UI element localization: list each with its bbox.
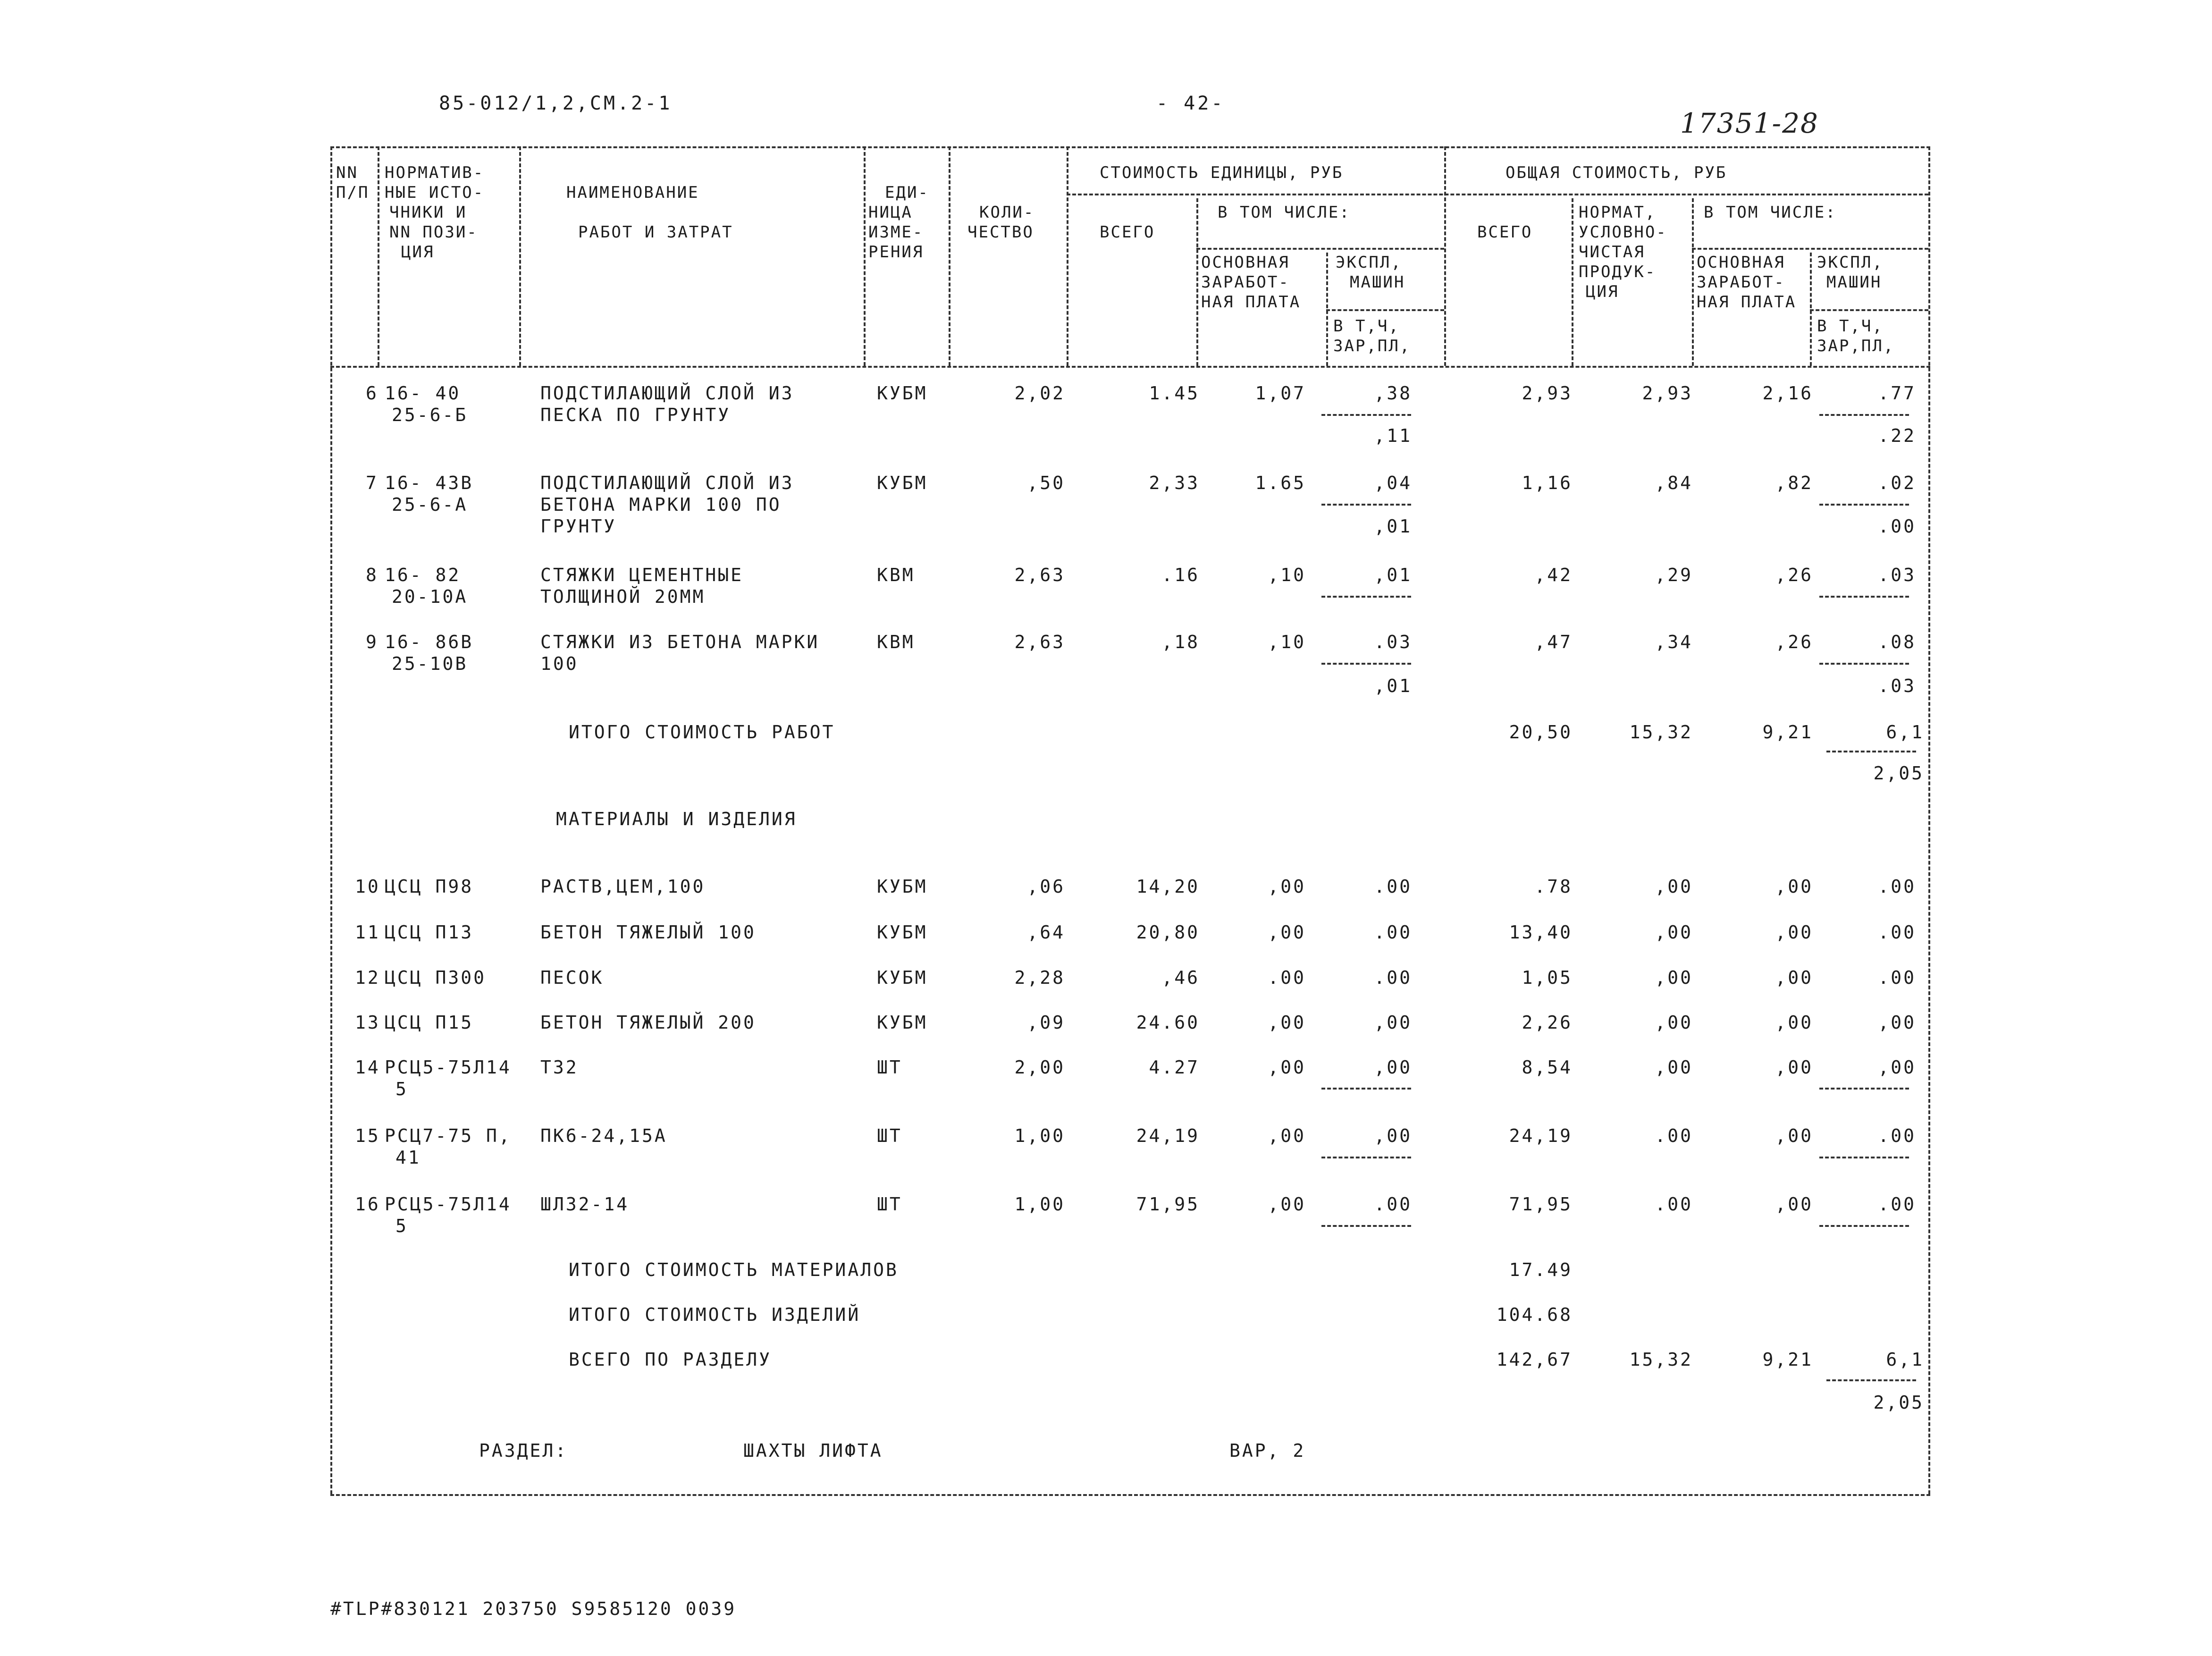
works-total-machine: 6,1: [1886, 722, 1924, 743]
header-quantity: ЧЕСТВО: [967, 223, 1034, 242]
subtotal-divider: [1819, 596, 1909, 598]
row-code: РСЦ7-75 П,: [385, 1125, 512, 1146]
row-number: 7: [366, 473, 378, 493]
subtotal-divider: [1321, 596, 1411, 598]
row-machine: .00: [1878, 1194, 1916, 1215]
header-normative-net: ЦИЯ: [1586, 282, 1619, 301]
row-number: 12: [355, 967, 380, 988]
header-divider: [1326, 309, 1444, 311]
header-name: РАБОТ И ЗАТРАТ: [578, 223, 733, 242]
row-machine-sub: .22: [1878, 425, 1916, 446]
row-unit: КВМ: [877, 632, 915, 652]
page-number: - 42-: [1156, 93, 1225, 114]
row-code: РСЦ5-75Л14: [385, 1194, 512, 1215]
row-quantity: ,09: [1027, 1012, 1065, 1033]
row-normative: ,34: [1655, 632, 1693, 652]
header-machine: ЭКСПЛ,: [1336, 253, 1402, 272]
row-total: 2,93: [1522, 383, 1573, 404]
row-unit-machine: .00: [1374, 967, 1412, 988]
subtotal-divider: [1321, 1157, 1411, 1158]
works-total-total: 20,50: [1509, 722, 1573, 743]
row-name: ПОДСТИЛАЮЩИЙ СЛОЙ ИЗ: [540, 383, 794, 404]
table-top-border: [330, 146, 1930, 148]
row-number: 8: [366, 565, 378, 585]
row-number: 16: [355, 1194, 380, 1215]
header-machine: МАШИН: [1826, 273, 1882, 292]
header-normative-net: ЧИСТАЯ: [1579, 243, 1645, 262]
row-code: 5: [395, 1216, 408, 1236]
section-total-normative: 15,32: [1629, 1349, 1693, 1370]
row-machine: .00: [1878, 922, 1916, 943]
row-unit: КУБМ: [877, 967, 928, 988]
header-nn: NN: [336, 163, 358, 182]
row-name: 100: [540, 653, 579, 674]
row-normative: .00: [1655, 1125, 1693, 1146]
row-name: ПОДСТИЛАЮЩИЙ СЛОЙ ИЗ: [540, 473, 794, 493]
header-basic-wage: ОСНОВНАЯ: [1201, 253, 1290, 272]
row-code: ЦСЦ П15: [385, 1012, 474, 1033]
header-divider: [1572, 198, 1573, 366]
table-right-border: [1928, 146, 1930, 1494]
header-divider: [1067, 194, 1928, 195]
row-quantity: ,64: [1027, 922, 1065, 943]
row-normative: ,00: [1655, 922, 1693, 943]
row-total: .78: [1534, 876, 1573, 897]
row-unit-machine-sub: ,01: [1374, 676, 1412, 696]
row-wage: ,00: [1775, 1125, 1813, 1146]
row-unit-wage: ,00: [1268, 922, 1306, 943]
row-name: РАСТВ,ЦЕМ,100: [540, 876, 706, 897]
subtotal-divider: [1321, 414, 1411, 416]
header-quantity: КОЛИ-: [979, 203, 1035, 222]
header-divider: [864, 146, 866, 366]
row-unit-total: ,46: [1161, 967, 1200, 988]
row-name: СТЯЖКИ ИЗ БЕТОНА МАРКИ: [540, 632, 820, 652]
row-total: 71,95: [1509, 1194, 1573, 1215]
subtotal-divider: [1819, 1088, 1909, 1090]
materials-total-value: 17.49: [1509, 1259, 1573, 1280]
row-unit-wage: ,00: [1268, 1057, 1306, 1078]
header-normative: ЦИЯ: [401, 243, 435, 262]
row-name: СТЯЖКИ ЦЕМЕНТНЫЕ: [540, 565, 744, 585]
row-quantity: 2,00: [1014, 1057, 1065, 1078]
subtotal-divider: [1819, 1225, 1909, 1227]
header-divider: [1196, 248, 1444, 250]
row-code: 20-10А: [392, 586, 468, 607]
row-code: 16- 43В: [385, 473, 474, 493]
header-unit: ЕДИ-: [885, 183, 929, 202]
row-wage: ,00: [1775, 1194, 1813, 1215]
row-wage: ,00: [1775, 967, 1813, 988]
row-unit-total: 20,80: [1136, 922, 1200, 943]
row-unit-machine-sub: ,01: [1374, 516, 1412, 537]
products-total-value: 104.68: [1496, 1304, 1573, 1325]
row-unit-total: 24.60: [1136, 1012, 1200, 1033]
row-wage: ,82: [1775, 473, 1813, 493]
row-total: 1,05: [1522, 967, 1573, 988]
subtotal-divider: [1321, 663, 1411, 665]
header-normative: ЧНИКИ И: [389, 203, 467, 222]
row-quantity: 2,63: [1014, 632, 1065, 652]
row-code: ЦСЦ П300: [385, 967, 487, 988]
header-normative-net: УСЛОВНО-: [1579, 223, 1667, 242]
row-total: 1,16: [1522, 473, 1573, 493]
row-normative: ,00: [1655, 1012, 1693, 1033]
row-machine: .00: [1878, 1125, 1916, 1146]
section-total-machine: 6,1: [1886, 1349, 1924, 1370]
row-name: ПК6-24,15А: [540, 1125, 667, 1146]
header-divider: [1692, 248, 1928, 250]
row-code: 16- 86В: [385, 632, 474, 652]
row-unit-total: 2,33: [1149, 473, 1200, 493]
row-normative: ,29: [1655, 565, 1693, 585]
row-normative: ,00: [1655, 1057, 1693, 1078]
section-total-total: 142,67: [1496, 1349, 1573, 1370]
subtotal-divider: [1321, 1088, 1411, 1090]
row-normative: ,84: [1655, 473, 1693, 493]
row-machine-sub: .00: [1878, 516, 1916, 537]
subtotal-divider: [1819, 663, 1909, 665]
row-unit: КУБМ: [877, 1012, 928, 1033]
header-bottom-border: [330, 366, 1930, 368]
header-in-that-number: В ТОМ ЧИСЛЕ:: [1704, 203, 1837, 222]
header-total-total: ВСЕГО: [1477, 223, 1533, 242]
row-unit-machine: ,04: [1374, 473, 1412, 493]
header-basic-wage: ОСНОВНАЯ: [1697, 253, 1785, 272]
row-unit-machine: ,01: [1374, 565, 1412, 585]
row-unit-wage: ,00: [1268, 876, 1306, 897]
row-machine: ,00: [1878, 1012, 1916, 1033]
row-machine-sub: .03: [1878, 676, 1916, 696]
row-unit-total: 24,19: [1136, 1125, 1200, 1146]
section-label: РАЗДЕЛ:: [479, 1440, 568, 1461]
subtotal-divider: [1826, 751, 1916, 752]
section-variant: ВАР, 2: [1229, 1440, 1306, 1461]
works-total-machine-sub: 2,05: [1873, 763, 1924, 784]
row-wage: ,00: [1775, 1012, 1813, 1033]
row-unit-wage: ,00: [1268, 1194, 1306, 1215]
section-total-wage: 9,21: [1762, 1349, 1813, 1370]
section-total-label: ВСЕГО ПО РАЗДЕЛУ: [569, 1349, 772, 1370]
table-left-border: [330, 146, 332, 1494]
row-normative: ,00: [1655, 967, 1693, 988]
header-basic-wage: ЗАРАБОТ-: [1697, 273, 1785, 292]
row-unit-wage: ,00: [1268, 1125, 1306, 1146]
row-name: ПЕСКА ПО ГРУНТУ: [540, 405, 731, 425]
header-unit: НИЦА: [868, 203, 913, 222]
row-name: ГРУНТУ: [540, 516, 617, 537]
row-machine: ,00: [1878, 1057, 1916, 1078]
row-unit-machine: ,00: [1374, 1012, 1412, 1033]
row-unit-machine: .00: [1374, 1194, 1412, 1215]
header-total-cost: ОБЩАЯ СТОИМОСТЬ, РУБ: [1506, 163, 1727, 182]
header-divider: [1444, 146, 1446, 366]
row-code: ЦСЦ П98: [385, 876, 474, 897]
row-machine: .02: [1878, 473, 1916, 493]
row-unit: ШТ: [877, 1194, 902, 1215]
row-name: БЕТОНА МАРКИ 100 ПО: [540, 494, 782, 515]
works-total-label: ИТОГО СТОИМОСТЬ РАБОТ: [569, 722, 835, 743]
row-normative: .00: [1655, 1194, 1693, 1215]
header-normative-net: НОРМАТ,: [1579, 203, 1657, 222]
row-unit: КУБМ: [877, 922, 928, 943]
header-basic-wage: НАЯ ПЛАТА: [1201, 293, 1301, 312]
header-divider: [378, 146, 379, 366]
row-quantity: 2,63: [1014, 565, 1065, 585]
row-normative: ,00: [1655, 876, 1693, 897]
document-code: 85-012/1,2,СМ.2-1: [439, 93, 673, 114]
subtotal-divider: [1819, 414, 1909, 416]
row-machine: .03: [1878, 565, 1916, 585]
row-number: 9: [366, 632, 378, 652]
section-total-machine-sub: 2,05: [1873, 1392, 1924, 1413]
row-unit-machine-sub: ,11: [1374, 425, 1412, 446]
row-wage: ,26: [1775, 565, 1813, 585]
row-quantity: 2,02: [1014, 383, 1065, 404]
header-unit-cost: СТОИМОСТЬ ЕДИНИЦЫ, РУБ: [1100, 163, 1344, 182]
row-total: ,47: [1534, 632, 1573, 652]
header-divider: [1196, 198, 1198, 366]
row-machine: .08: [1878, 632, 1916, 652]
row-wage: ,26: [1775, 632, 1813, 652]
row-name: БЕТОН ТЯЖЕЛЫЙ 100: [540, 922, 756, 943]
header-machine-sub: ЗАР,ПЛ,: [1817, 337, 1895, 355]
row-code: 25-6-Б: [392, 405, 468, 425]
materials-heading: МАТЕРИАЛЫ И ИЗДЕЛИЯ: [556, 809, 797, 829]
row-wage: ,00: [1775, 1057, 1813, 1078]
header-divider: [1810, 309, 1928, 311]
row-unit-machine: .03: [1374, 632, 1412, 652]
row-code: 16- 40: [385, 383, 461, 404]
header-normative: НОРМАТИВ-: [385, 163, 485, 182]
header-machine: ЭКСПЛ,: [1817, 253, 1884, 272]
row-number: 10: [355, 876, 380, 897]
works-total-wage: 9,21: [1762, 722, 1813, 743]
row-machine: .00: [1878, 876, 1916, 897]
row-number: 13: [355, 1012, 380, 1033]
header-name: НАИМЕНОВАНИЕ: [566, 183, 699, 202]
header-unit: РЕНИЯ: [868, 243, 924, 262]
row-unit-total: 1.45: [1149, 383, 1200, 404]
header-machine-sub: В Т,Ч,: [1817, 317, 1884, 336]
row-number: 6: [366, 383, 378, 404]
row-name: БЕТОН ТЯЖЕЛЫЙ 200: [540, 1012, 756, 1033]
table-bottom-border: [330, 1494, 1930, 1496]
header-basic-wage: НАЯ ПЛАТА: [1697, 293, 1797, 312]
row-unit-machine: .00: [1374, 922, 1412, 943]
row-code: ЦСЦ П13: [385, 922, 474, 943]
row-unit-wage: 1,07: [1255, 383, 1306, 404]
row-wage: ,00: [1775, 876, 1813, 897]
header-divider: [1067, 146, 1068, 366]
header-machine-sub: В Т,Ч,: [1333, 317, 1400, 336]
row-unit-total: 71,95: [1136, 1194, 1200, 1215]
row-total: 24,19: [1509, 1125, 1573, 1146]
row-unit: КУБМ: [877, 876, 928, 897]
row-code: 25-10В: [392, 653, 468, 674]
materials-total-label: ИТОГО СТОИМОСТЬ МАТЕРИАЛОВ: [569, 1259, 899, 1280]
row-wage: ,00: [1775, 922, 1813, 943]
row-unit-total: .16: [1161, 565, 1200, 585]
header-in-that-number: В ТОМ ЧИСЛЕ:: [1218, 203, 1351, 222]
row-quantity: 1,00: [1014, 1125, 1065, 1146]
row-unit-machine: ,00: [1374, 1057, 1412, 1078]
row-unit-total: 4.27: [1149, 1057, 1200, 1078]
row-quantity: 2,28: [1014, 967, 1065, 988]
subtotal-divider: [1819, 504, 1909, 506]
row-total: 13,40: [1509, 922, 1573, 943]
row-quantity: ,06: [1027, 876, 1065, 897]
header-normative: NN ПОЗИ-: [389, 223, 478, 242]
header-nn: П/П: [336, 183, 370, 202]
header-basic-wage: ЗАРАБОТ-: [1201, 273, 1290, 292]
row-name: ТОЛЩИНОЙ 20ММ: [540, 586, 706, 607]
works-total-normative: 15,32: [1629, 722, 1693, 743]
subtotal-divider: [1819, 1157, 1909, 1158]
row-quantity: ,50: [1027, 473, 1065, 493]
row-total: 8,54: [1522, 1057, 1573, 1078]
row-unit: ШТ: [877, 1125, 902, 1146]
row-unit: ШТ: [877, 1057, 902, 1078]
row-machine: .77: [1878, 383, 1916, 404]
row-unit: КУБМ: [877, 473, 928, 493]
row-unit-wage: ,00: [1268, 1012, 1306, 1033]
row-unit-wage: 1.65: [1255, 473, 1306, 493]
row-unit-wage: ,10: [1268, 632, 1306, 652]
row-number: 11: [355, 922, 380, 943]
header-divider: [519, 146, 521, 366]
row-code: 5: [395, 1079, 408, 1099]
header-machine: МАШИН: [1350, 273, 1405, 292]
subtotal-divider: [1826, 1379, 1916, 1381]
subtotal-divider: [1321, 504, 1411, 506]
row-unit-wage: ,10: [1268, 565, 1306, 585]
row-total: 2,26: [1522, 1012, 1573, 1033]
header-unit: ИЗМЕ-: [868, 223, 924, 242]
row-name: ШЛ32-14: [540, 1194, 630, 1215]
row-unit: КВМ: [877, 565, 915, 585]
row-total: ,42: [1534, 565, 1573, 585]
row-code: РСЦ5-75Л14: [385, 1057, 512, 1078]
handwritten-reference: 17351-28: [1680, 107, 1819, 139]
row-unit-total: ,18: [1161, 632, 1200, 652]
row-normative: 2,93: [1642, 383, 1693, 404]
header-normative-net: ПРОДУК-: [1579, 262, 1657, 281]
row-code: 16- 82: [385, 565, 461, 585]
row-number: 15: [355, 1125, 380, 1146]
row-quantity: 1,00: [1014, 1194, 1065, 1215]
header-normative: НЫЕ ИСТО-: [385, 183, 485, 202]
header-machine-sub: ЗАР,ПЛ,: [1333, 337, 1411, 355]
row-unit-wage: .00: [1268, 967, 1306, 988]
row-unit-total: 14,20: [1136, 876, 1200, 897]
row-code: 25-6-А: [392, 494, 468, 515]
row-unit-machine: ,38: [1374, 383, 1412, 404]
footer-code: #TLP#830121 203750 S9585120 0039: [330, 1598, 737, 1619]
header-divider: [949, 146, 950, 366]
header-unit-total: ВСЕГО: [1100, 223, 1155, 242]
subtotal-divider: [1321, 1225, 1411, 1227]
row-unit-machine: ,00: [1374, 1125, 1412, 1146]
row-unit: КУБМ: [877, 383, 928, 404]
row-unit-machine: .00: [1374, 876, 1412, 897]
header-divider: [1692, 198, 1694, 366]
row-machine: .00: [1878, 967, 1916, 988]
products-total-label: ИТОГО СТОИМОСТЬ ИЗДЕЛИЙ: [569, 1304, 861, 1325]
section-name: ШАХТЫ ЛИФТА: [743, 1440, 883, 1461]
row-name: Т32: [540, 1057, 579, 1078]
row-wage: 2,16: [1762, 383, 1813, 404]
row-code: 41: [395, 1147, 421, 1168]
row-name: ПЕСОК: [540, 967, 604, 988]
row-number: 14: [355, 1057, 380, 1078]
